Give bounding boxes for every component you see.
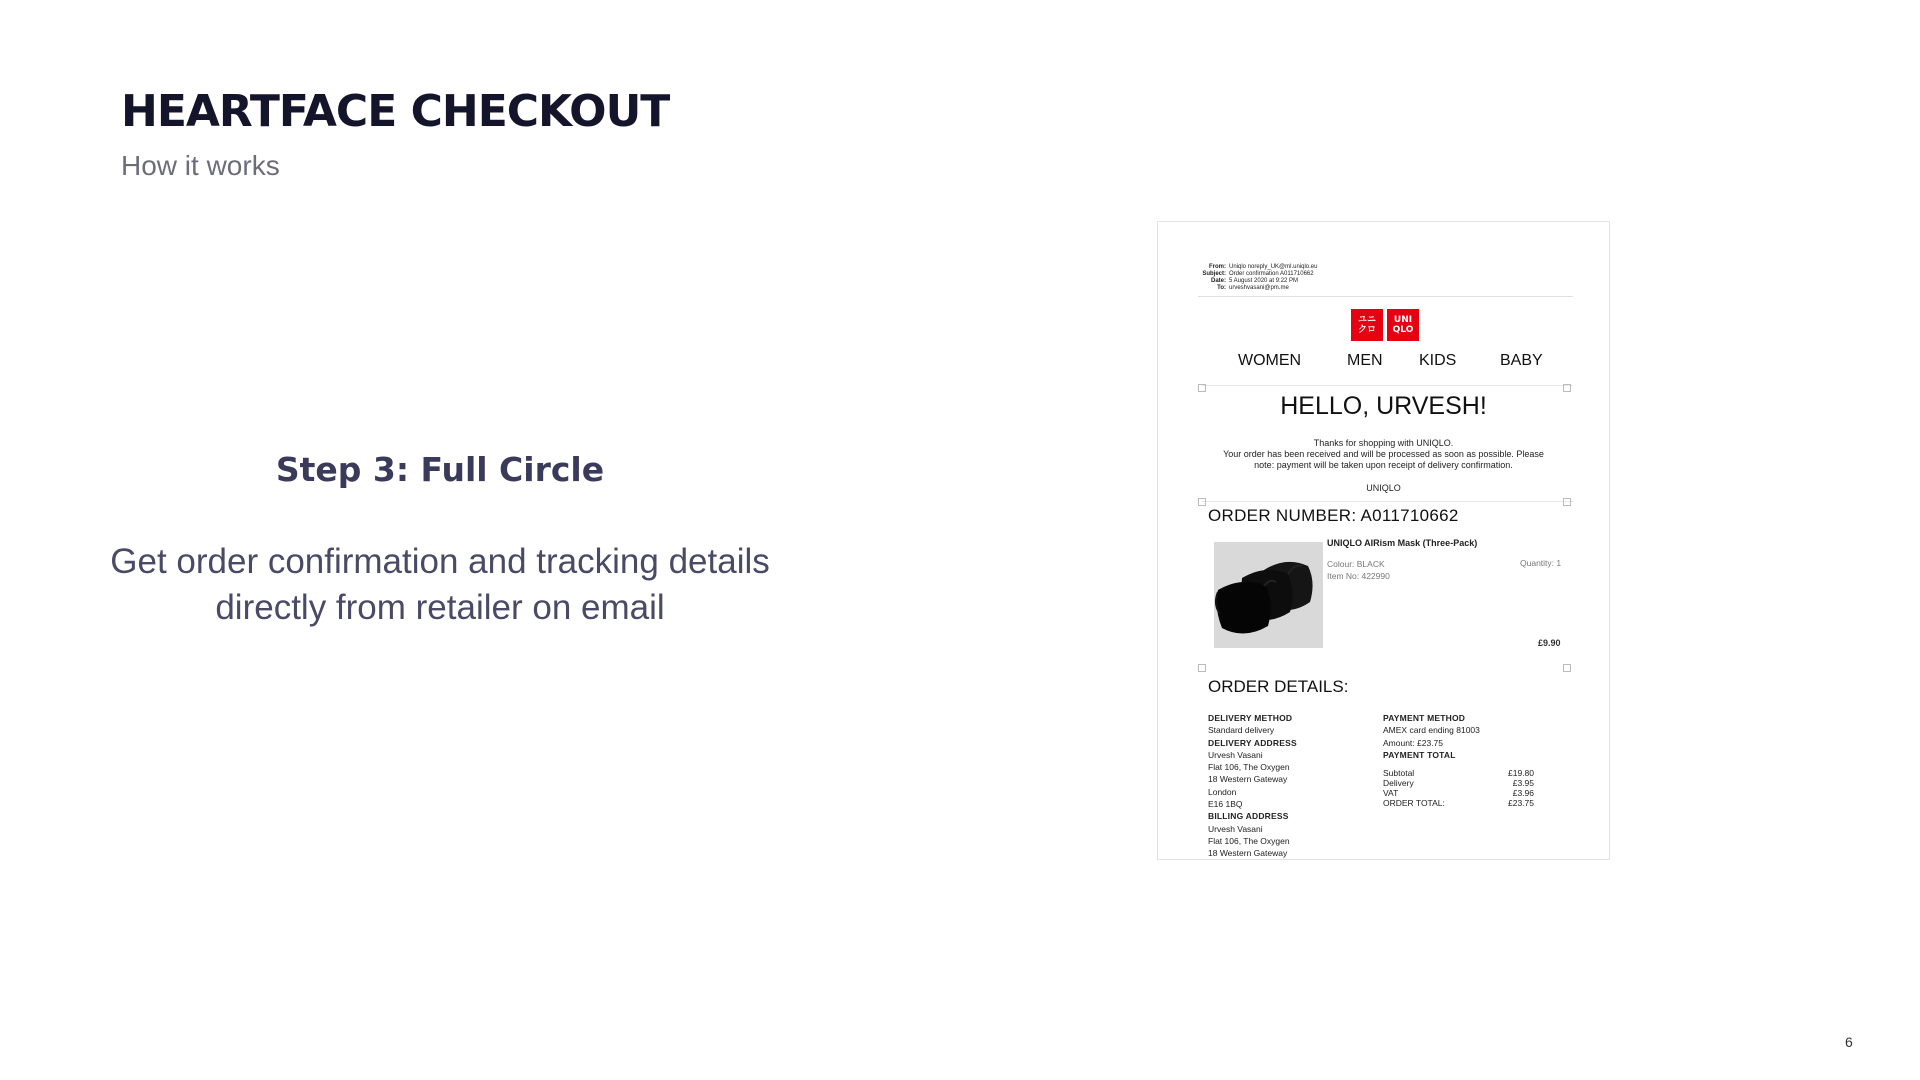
step-description-line-2: directly from retailer on email: [215, 588, 665, 627]
product-colour: Colour: BLACK: [1327, 559, 1385, 569]
address-line: 18 Western Gateway: [1208, 774, 1288, 785]
step-description-line-1: Get order confirmation and tracking details: [110, 542, 770, 581]
corner-marker: [1563, 664, 1571, 672]
face-mask-image: [1214, 542, 1323, 648]
payment-method-value: AMEX card ending 81003: [1383, 725, 1480, 736]
payment-totals: [1383, 768, 1534, 808]
address-line: London: [1208, 786, 1237, 797]
thanks-line: Your order has been received and will be processed as soon as possible. Please: [1223, 449, 1544, 459]
totals-label: Subtotal: [1383, 768, 1415, 778]
address-line: Urvesh Vasani: [1208, 823, 1263, 834]
divider: [1202, 385, 1573, 386]
totals-row: [1383, 778, 1534, 788]
greeting-heading: HELLO, URVESH!: [1280, 392, 1487, 420]
step-title: Step 3: Full Circle: [275, 450, 605, 489]
logo-katakana-box: ユニ クロ: [1351, 309, 1383, 341]
corner-marker: [1198, 498, 1206, 506]
delivery-method-label: DELIVERY METHOD: [1208, 713, 1293, 723]
product-image: [1214, 542, 1323, 648]
nav-men[interactable]: MEN: [1347, 352, 1383, 369]
email-screenshot: [1157, 221, 1610, 860]
uniqlo-logo: [1351, 309, 1419, 341]
from-value: Uniqlo noreply_UK@ml.uniqlo.eu: [1229, 264, 1318, 270]
payment-amount: Amount: £23.75: [1383, 737, 1444, 748]
nav-baby[interactable]: BABY: [1500, 352, 1543, 369]
step-block: [110, 450, 770, 631]
corner-marker: [1563, 384, 1571, 392]
payment-column: [1383, 712, 1480, 761]
divider: [1202, 501, 1573, 502]
corner-marker: [1198, 664, 1206, 672]
totals-label: Delivery: [1383, 778, 1414, 788]
email-header: [1202, 264, 1317, 292]
product-name: UNIQLO AIRism Mask (Three-Pack): [1327, 538, 1478, 548]
totals-value: £19.80: [1508, 768, 1534, 778]
totals-label: VAT: [1383, 788, 1399, 798]
address-line: 18 Western Gateway: [1208, 848, 1288, 859]
totals-row: [1383, 788, 1534, 798]
address-line: E16 1BQ: [1208, 799, 1243, 810]
totals-row: [1383, 798, 1534, 808]
date-value: 5 August 2020 at 9:22 PM: [1229, 278, 1299, 284]
nav-kids[interactable]: KIDS: [1419, 352, 1457, 369]
order-details-heading: ORDER DETAILS:: [1208, 677, 1349, 696]
logo-latin-box: UNI QLO: [1387, 309, 1419, 341]
address-line: Flat 106, The Oxygen: [1208, 762, 1290, 773]
totals-value: £23.75: [1508, 798, 1534, 808]
slide-subtitle: How it works: [121, 150, 280, 181]
product-meta: [1327, 558, 1390, 582]
divider: [1198, 296, 1573, 297]
totals-value: £3.96: [1512, 788, 1534, 798]
slide-title: HEARTFACE CHECKOUT: [121, 86, 670, 137]
corner-marker: [1563, 498, 1571, 506]
delivery-address-label: DELIVERY ADDRESS: [1208, 737, 1297, 748]
subject-label: Subject:: [1202, 271, 1226, 277]
date-label: Date:: [1210, 278, 1226, 284]
product-quantity: Quantity: 1: [1520, 558, 1562, 568]
product-item-number: Item No: 422990: [1327, 571, 1390, 581]
to-value: urveshvasani@pm.me: [1229, 285, 1289, 291]
subject-value: Order confirmation A011710662: [1229, 271, 1314, 277]
address-line: Flat 106, The Oxygen: [1208, 835, 1290, 846]
payment-total-label: PAYMENT TOTAL: [1383, 749, 1456, 760]
email-signature: UNIQLO: [1366, 483, 1401, 493]
from-label: From:: [1209, 264, 1226, 270]
totals-label: ORDER TOTAL:: [1383, 798, 1445, 808]
product-price: £9.90: [1538, 638, 1561, 648]
step-description: [110, 539, 770, 631]
page-number: 6: [1845, 1034, 1853, 1050]
payment-method-label: PAYMENT METHOD: [1383, 713, 1466, 723]
corner-marker: [1198, 384, 1206, 392]
nav-women[interactable]: WOMEN: [1238, 352, 1302, 369]
order-number: ORDER NUMBER: A011710662: [1208, 506, 1459, 525]
billing-address-label: BILLING ADDRESS: [1208, 811, 1289, 822]
delivery-method-value: Standard delivery: [1208, 725, 1275, 736]
to-label: To:: [1217, 285, 1226, 291]
address-line: Urvesh Vasani: [1208, 749, 1263, 760]
delivery-column: [1208, 712, 1297, 860]
thanks-line: note: payment will be taken upon receipt of delivery confirmation.: [1254, 460, 1513, 470]
thanks-message: [1198, 438, 1569, 471]
totals-row: [1383, 768, 1534, 778]
totals-value: £3.95: [1512, 778, 1534, 788]
thanks-line: Thanks for shopping with UNIQLO.: [1313, 438, 1454, 448]
